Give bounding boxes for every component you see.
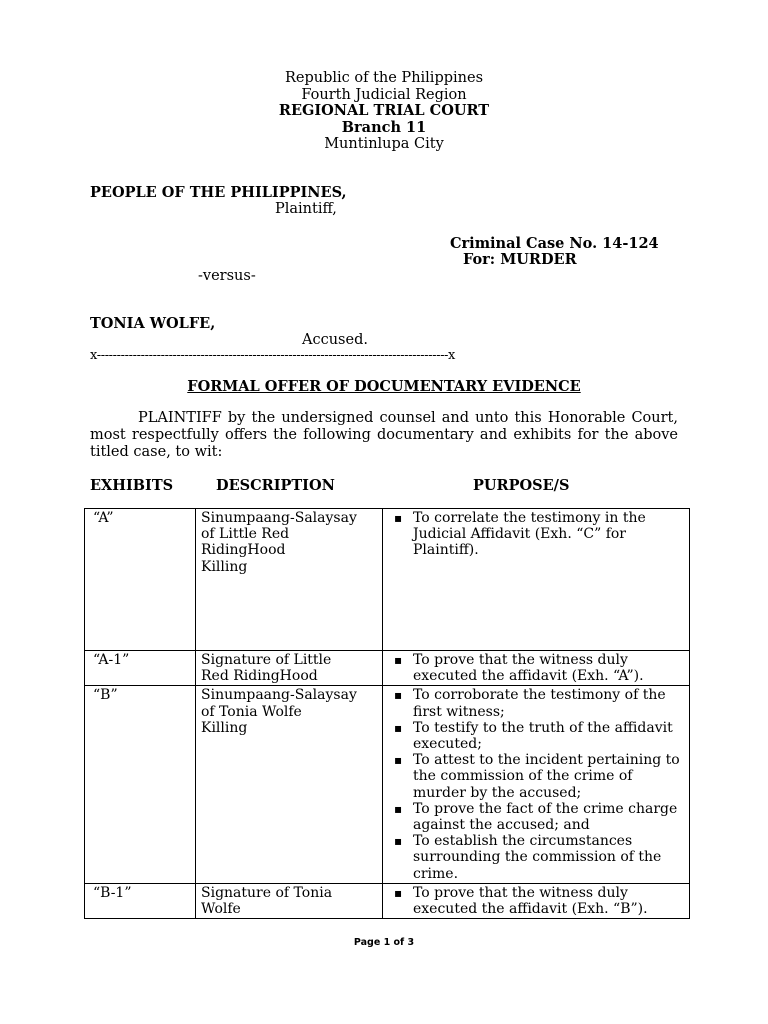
column-description: DESCRIPTION bbox=[216, 477, 335, 494]
exhibit-purposes bbox=[383, 509, 690, 651]
header-region: Fourth Judicial Region bbox=[301, 86, 467, 103]
exhibit-purposes bbox=[383, 651, 690, 686]
purpose-list bbox=[388, 687, 685, 881]
exhibit-purposes bbox=[383, 883, 690, 918]
purpose-item: ▪ To corroborate the testimony of the first witness; bbox=[388, 687, 685, 719]
header-branch: Branch 11 bbox=[341, 118, 427, 136]
exhibit-description bbox=[196, 509, 383, 651]
description-line: Sinumpaang-Salaysay bbox=[201, 510, 357, 526]
purpose-list bbox=[388, 510, 685, 559]
document-title: FORMAL OFFER OF DOCUMENTARY EVIDENCE bbox=[187, 378, 581, 395]
accused-name: TONIA WOLFE, bbox=[90, 315, 216, 332]
purpose-list bbox=[388, 885, 685, 917]
header-court: REGIONAL TRIAL COURT bbox=[278, 102, 490, 120]
intro-paragraph bbox=[90, 410, 678, 461]
accused-role: Accused. bbox=[302, 332, 368, 348]
plaintiff-role: Plaintiff, bbox=[275, 201, 337, 217]
page-number: Page 1 of 3 bbox=[353, 937, 415, 948]
versus-label: -versus- bbox=[198, 268, 256, 284]
exhibit-purposes bbox=[383, 686, 690, 883]
exhibit-label: “B-1” bbox=[85, 883, 196, 918]
description-line: Red RidingHood bbox=[201, 668, 318, 685]
header-republic: Republic of the Philippines bbox=[284, 70, 484, 86]
purpose-item: ▪ To correlate the testimony in the Judicial Affidavit (Exh. “C” for Plaintiff). bbox=[388, 510, 685, 559]
purpose-item: ▪ To testify to the truth of the affidavit executed; bbox=[388, 720, 685, 752]
purpose-item: ▪ To prove the fact of the crime charge against the accused; and bbox=[388, 801, 685, 833]
exhibit-row bbox=[85, 883, 690, 918]
exhibit-row bbox=[85, 651, 690, 686]
exhibit-label: “B” bbox=[85, 686, 196, 883]
exhibit-description bbox=[196, 883, 383, 918]
header-city: Muntinlupa City bbox=[324, 136, 444, 153]
column-purposes: PURPOSE/S bbox=[473, 477, 570, 494]
caption-separator: x----------------------------------------------------------------------------------------x bbox=[90, 348, 455, 363]
description-line: Sinumpaang-Salaysay bbox=[201, 687, 357, 704]
description-line: of Little Red bbox=[201, 526, 290, 543]
exhibit-label: “A-1” bbox=[85, 651, 196, 686]
case-charge: For: MURDER bbox=[463, 251, 577, 268]
exhibits-table-body bbox=[85, 509, 690, 919]
exhibit-label: “A” bbox=[85, 509, 196, 651]
exhibits-table bbox=[84, 508, 690, 919]
exhibit-description bbox=[196, 686, 383, 883]
purpose-item: ▪ To prove that the witness duly executed the affidavit (Exh. “A”). bbox=[388, 652, 685, 684]
exhibit-row bbox=[85, 509, 690, 651]
purpose-item: ▪ To prove that the witness duly executed the affidavit (Exh. “B”). bbox=[388, 885, 685, 917]
exhibit-description bbox=[196, 651, 383, 686]
description-line: Signature of Tonia bbox=[201, 884, 333, 901]
intro-text: PLAINTIFF by the undersigned counsel and unto this Honorable Court, most respectfully offers the following documentary and exhibits for the above titled case, to wit: bbox=[90, 410, 678, 460]
exhibit-row bbox=[85, 686, 690, 883]
description-line: Killing bbox=[201, 719, 248, 736]
court-header bbox=[0, 70, 768, 153]
purpose-item: ▪ To establish the circumstances surrounding the commission of the crime. bbox=[388, 833, 685, 882]
description-line: Killing bbox=[201, 558, 248, 575]
plaintiff-name: PEOPLE OF THE PHILIPPINES, bbox=[90, 184, 347, 201]
description-line: RidingHood bbox=[201, 542, 286, 559]
description-line: of Tonia Wolfe bbox=[201, 703, 302, 720]
purpose-item: ▪ To attest to the incident pertaining to the commission of the crime of murder by the accused; bbox=[388, 752, 685, 801]
case-number: Criminal Case No. 14-124 bbox=[450, 235, 659, 252]
column-exhibits: EXHIBITS bbox=[90, 477, 174, 494]
description-line: Wolfe bbox=[201, 901, 241, 918]
description-line: Signature of Little bbox=[201, 652, 332, 668]
purpose-list bbox=[388, 652, 685, 684]
